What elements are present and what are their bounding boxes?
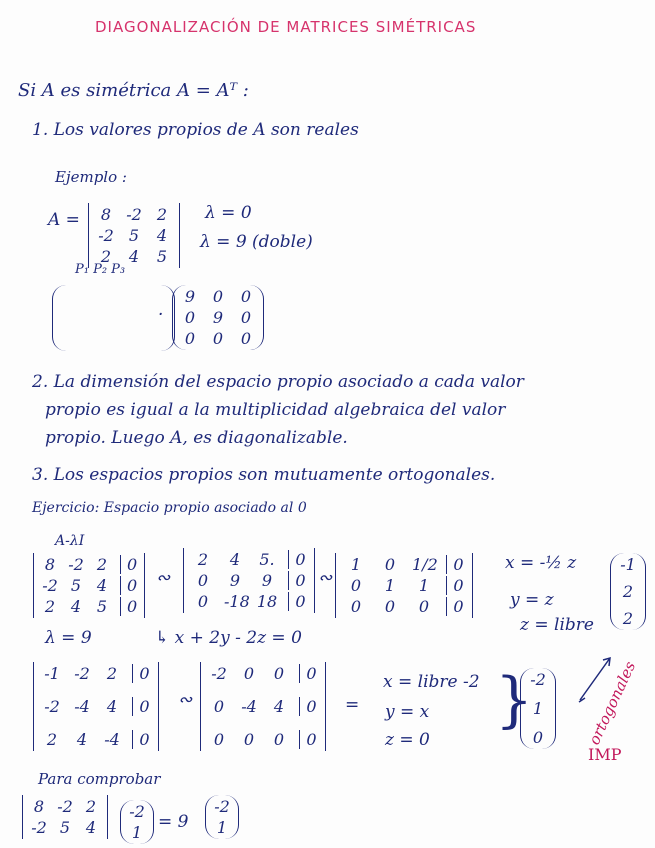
equation-9: ↳ x + 2y - 2z = 0	[155, 628, 302, 648]
matrix-entry: 0	[212, 329, 224, 348]
example-label: Ejemplo :	[55, 168, 127, 186]
page-title: DIAGONALIZACIÓN DE MATRICES SIMÉTRICAS	[95, 18, 477, 36]
eigenvector-0	[610, 553, 646, 630]
matrix-entry: 1	[418, 576, 430, 595]
check-label: Para comprobar	[38, 770, 161, 788]
matrix-entry: 5	[128, 226, 140, 245]
solution-0-y: y = z	[510, 590, 554, 610]
solution-0-x: x = -½ z	[505, 553, 577, 573]
matrix-entry: 0	[120, 555, 136, 574]
matrix-entry: -4	[104, 730, 120, 749]
matrix-entry: 1	[532, 699, 544, 718]
matrix-entry: 1/2	[412, 555, 438, 574]
matrix-entry: 0	[184, 308, 196, 327]
equals-nine: = 9	[158, 812, 189, 832]
matrix-entry: 4	[106, 697, 118, 716]
equivalence-symbol: ∾	[318, 568, 333, 588]
solution-9-z: z = 0	[385, 730, 430, 750]
matrix-entry: 2	[622, 582, 634, 601]
matrix-entry: -2	[98, 226, 114, 245]
matrix-entry: 8	[44, 555, 56, 574]
augmented-matrix-3	[335, 553, 473, 618]
matrix-entry: 4	[85, 818, 97, 837]
eigenvector-9	[520, 668, 556, 749]
equivalence-symbol: ∾	[178, 690, 193, 710]
matrix-entry: 0	[288, 550, 306, 569]
matrix-entry: 0	[240, 329, 252, 348]
matrix-entry: 2	[156, 205, 168, 224]
brace: }	[495, 665, 534, 735]
matrix-entry: 0	[240, 308, 252, 327]
matrix-entry: -2	[126, 205, 142, 224]
a-minus-lambda: A-λI	[55, 533, 85, 549]
matrix-entry: 2	[197, 550, 209, 569]
matrix-entry: 0	[288, 571, 306, 590]
matrix-entry: 9	[261, 571, 273, 590]
matrix-entry: 1	[131, 823, 143, 842]
property-2-line-3: propio. Luego A, es diagonalizable.	[45, 428, 348, 448]
matrix-entry: 0	[120, 576, 136, 595]
vector-result	[205, 795, 239, 839]
matrix-entry: 2	[622, 609, 634, 628]
matrix-entry: -2	[42, 576, 58, 595]
matrix-entry: 5	[156, 247, 168, 266]
matrix-entry: -2	[68, 555, 84, 574]
matrix-entry: -2	[74, 664, 90, 683]
matrix-entry: 0	[273, 664, 285, 683]
matrix-entry: 0	[132, 697, 150, 716]
matrix-entry: 4	[76, 730, 88, 749]
matrix-entry: -2	[214, 797, 230, 816]
matrix-entry: -2	[129, 802, 145, 821]
augmented-matrix-5	[200, 662, 326, 751]
matrix-entry: 0	[446, 597, 464, 616]
augmented-matrix-1	[33, 553, 145, 618]
matrix-entry: 4	[70, 597, 82, 616]
exercise-label: Ejercicio: Espacio propio asociado al 0	[32, 500, 307, 516]
matrix-entry: 0	[240, 287, 252, 306]
property-2-line-2: propio es igual a la multiplicidad algebraica del valor	[45, 400, 506, 420]
augmented-matrix-4	[33, 662, 159, 751]
matrix-entry: 0	[446, 576, 464, 595]
matrix-entry: 0	[350, 576, 362, 595]
matrix-entry: 0	[288, 592, 306, 611]
matrix-entry: 0	[212, 287, 224, 306]
matrix-entry: 2	[96, 555, 108, 574]
matrix-entry: 0	[273, 730, 285, 749]
matrix-entry: 4	[229, 550, 241, 569]
matrix-entry: 0	[532, 728, 544, 747]
imp-note: IMP	[588, 745, 622, 764]
matrix-entry: -1	[44, 664, 60, 683]
matrix-entry: -1	[620, 555, 636, 574]
lambda-9-label: λ = 9	[45, 628, 92, 648]
augmented-matrix-2	[183, 548, 315, 613]
matrix-entry: 0	[120, 597, 136, 616]
matrix-entry: 2	[46, 730, 58, 749]
eigenvector-labels: P₁ P₂ P₃	[75, 262, 126, 277]
matrix-entry: 0	[243, 730, 255, 749]
matrix-entry: 0	[299, 664, 317, 683]
matrix-a	[88, 203, 180, 268]
matrix-entry: -2	[530, 670, 546, 689]
vector-check	[120, 800, 154, 844]
matrix-entry: -2	[31, 818, 47, 837]
property-1: 1. Los valores propios de A son reales	[32, 120, 359, 140]
equivalence-symbol: ∾	[156, 568, 171, 588]
matrix-entry: 0	[213, 730, 225, 749]
matrix-entry: 18	[256, 592, 278, 611]
matrix-entry: 9	[212, 308, 224, 327]
matrix-entry: -4	[74, 697, 90, 716]
matrix-entry: 0	[384, 597, 396, 616]
matrix-a-label: A =	[48, 210, 80, 230]
matrix-entry: 0	[213, 697, 225, 716]
dot: ·	[158, 305, 164, 325]
matrix-entry: -4	[241, 697, 257, 716]
matrix-entry: 5.	[259, 550, 275, 569]
matrix-entry: 9	[229, 571, 241, 590]
matrix-entry: 0	[132, 664, 150, 683]
matrix-entry: 5	[70, 576, 82, 595]
matrix-entry: 5	[59, 818, 71, 837]
matrix-entry: 2	[100, 247, 112, 266]
matrix-entry: -2	[211, 664, 227, 683]
matrix-entry: 1	[216, 818, 228, 837]
equals-sign: =	[345, 695, 360, 715]
matrix-entry: 0	[350, 597, 362, 616]
matrix-entry: -2	[57, 797, 73, 816]
matrix-entry: 8	[100, 205, 112, 224]
matrix-entry: 4	[96, 576, 108, 595]
eigenvalue-9: λ = 9 (doble)	[200, 232, 313, 252]
matrix-entry: 2	[44, 597, 56, 616]
matrix-entry: 0	[299, 697, 317, 716]
matrix-entry: 5	[96, 597, 108, 616]
matrix-check	[22, 795, 108, 839]
matrix-entry: 0	[243, 664, 255, 683]
matrix-entry: 4	[156, 226, 168, 245]
property-3: 3. Los espacios propios son mutuamente ortogonales.	[32, 465, 496, 485]
matrix-entry: 0	[132, 730, 150, 749]
matrix-entry: 2	[106, 664, 118, 683]
matrix-entry: -18	[224, 592, 250, 611]
matrix-entry: 0	[184, 329, 196, 348]
matrix-entry: 0	[197, 592, 209, 611]
intro-text: Si A es simétrica A = Aᵀ :	[18, 80, 249, 101]
matrix-entry: 0	[299, 730, 317, 749]
orthogonal-note: ortogonales	[585, 658, 640, 748]
matrix-entry: 0	[418, 597, 430, 616]
matrix-entry: 4	[273, 697, 285, 716]
matrix-entry: 9	[184, 287, 196, 306]
solution-0-z: z = libre	[520, 615, 594, 635]
eigenvalue-0: λ = 0	[205, 203, 252, 223]
solution-9-x: x = libre -2	[383, 672, 480, 692]
matrix-entry: 0	[446, 555, 464, 574]
matrix-entry: 8	[33, 797, 45, 816]
matrix-p	[52, 285, 175, 351]
matrix-entry: 1	[384, 576, 396, 595]
matrix-entry: 0	[197, 571, 209, 590]
property-2-line-1: 2. La dimensión del espacio propio asociado a cada valor	[32, 372, 524, 392]
matrix-entry: 0	[384, 555, 396, 574]
solution-9-y: y = x	[385, 702, 430, 722]
matrix-entry: 2	[85, 797, 97, 816]
matrix-entry: 4	[128, 247, 140, 266]
matrix-entry: -2	[44, 697, 60, 716]
matrix-d	[172, 285, 264, 350]
matrix-entry: 1	[350, 555, 362, 574]
